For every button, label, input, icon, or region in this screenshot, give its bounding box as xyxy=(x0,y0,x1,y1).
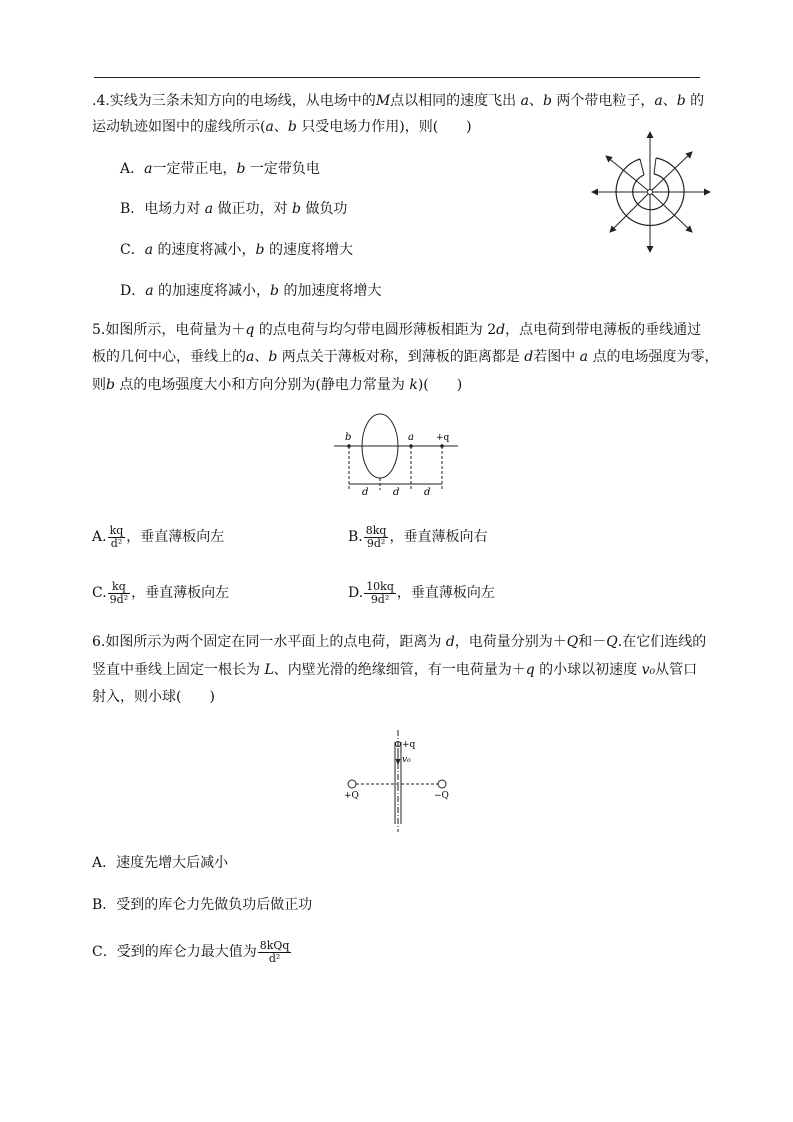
q4-option-b[interactable]: B．电场力对 a 做正功，对 b 做负功 xyxy=(120,201,348,217)
field-line-diag-sw xyxy=(610,192,650,232)
top-rule xyxy=(94,77,700,78)
label-negative-q: −Q xyxy=(434,791,449,801)
q4-field-figure xyxy=(588,128,714,258)
q5-option-d[interactable]: D. $\frac{10kq}{\text{9d²}}$ ，垂直薄板向左 xyxy=(348,579,495,606)
q5-option-b[interactable]: B. $\frac{8kq}{\text{9d²}}$ ，垂直薄板向右 xyxy=(348,523,488,550)
q6-tube-figure xyxy=(340,728,455,836)
point-charge xyxy=(440,444,444,448)
q5-stem-line1: 5.如图所示，电荷量为＋q 的点电荷与均匀带电圆形薄板相距为 2d，点电荷到带电薄板的垂线通过 xyxy=(92,322,702,338)
q6-option-a[interactable]: A．速度先增大后减小 xyxy=(92,855,229,871)
q4-option-c[interactable]: C．a 的速度将减小，b 的速度将增大 xyxy=(120,242,353,258)
point-a xyxy=(409,444,413,448)
label-q: +q xyxy=(436,433,450,443)
point-m xyxy=(648,190,653,195)
q6-option-c[interactable]: C．受到的库仑力最大值为 $\frac{\text{8kQq}}{\text{d²}}$ xyxy=(92,938,290,965)
label-d1: d xyxy=(362,487,369,498)
label-d2: d xyxy=(393,487,400,498)
field-line-diag-se xyxy=(650,192,692,232)
label-q: +q xyxy=(402,740,416,750)
q5-option-c[interactable]: C. $\frac{kq}{\text{9d²}}$ ，垂直薄板向左 xyxy=(92,579,230,606)
q4-stem-line1: .4.实线为三条未知方向的电场线，从电场中的M点以相同的速度飞出 a、b 两个带电粒子，a、b 的 xyxy=(92,93,705,109)
q5-stem-line3: 则b 点的电场强度大小和方向分别为(静电力常量为 k)( ) xyxy=(92,377,463,393)
q6-stem-line1: 6.如图所示为两个固定在同一水平面上的点电荷，距离为 d，电荷量分别为＋Q和－Q.在它们连线的 xyxy=(92,634,707,650)
label-positive-q: +Q xyxy=(344,791,359,801)
q6-stem-line2: 竖直中垂线上固定一根长为 L、内壁光滑的绝缘细管，有一电荷量为＋q 的小球以初速度 v₀从管口 xyxy=(92,662,698,678)
q4-option-a[interactable]: A．a一定带正电，b 一定带负电 xyxy=(120,161,320,177)
label-b: b xyxy=(345,432,352,443)
q4-stem-line2: 运动轨迹如图中的虚线所示(a、b 只受电场力作用)，则( ) xyxy=(92,119,472,135)
point-b xyxy=(347,444,351,448)
q6-stem-line3: 射入，则小球( ) xyxy=(92,689,215,705)
label-v0: v₀ xyxy=(402,755,411,765)
q4-option-d[interactable]: D．a 的加速度将减小，b 的加速度将增大 xyxy=(120,283,382,299)
q5-stem-line2: 板的几何中心，垂线上的a、b 两点关于薄板对称，到薄板的距离都是 d若图中 a 点的电场强度为零， xyxy=(92,349,719,365)
label-d3: d xyxy=(424,487,431,498)
q5-option-a[interactable]: A. $\frac{kq}{\text{d²}}$ ，垂直薄板向左 xyxy=(92,523,225,550)
charge-positive xyxy=(348,780,356,788)
label-a: a xyxy=(408,432,414,443)
q6-option-b[interactable]: B．受到的库仑力先做负功后做正功 xyxy=(92,897,313,913)
q5-plate-figure xyxy=(330,412,465,500)
charge-negative xyxy=(438,780,446,788)
